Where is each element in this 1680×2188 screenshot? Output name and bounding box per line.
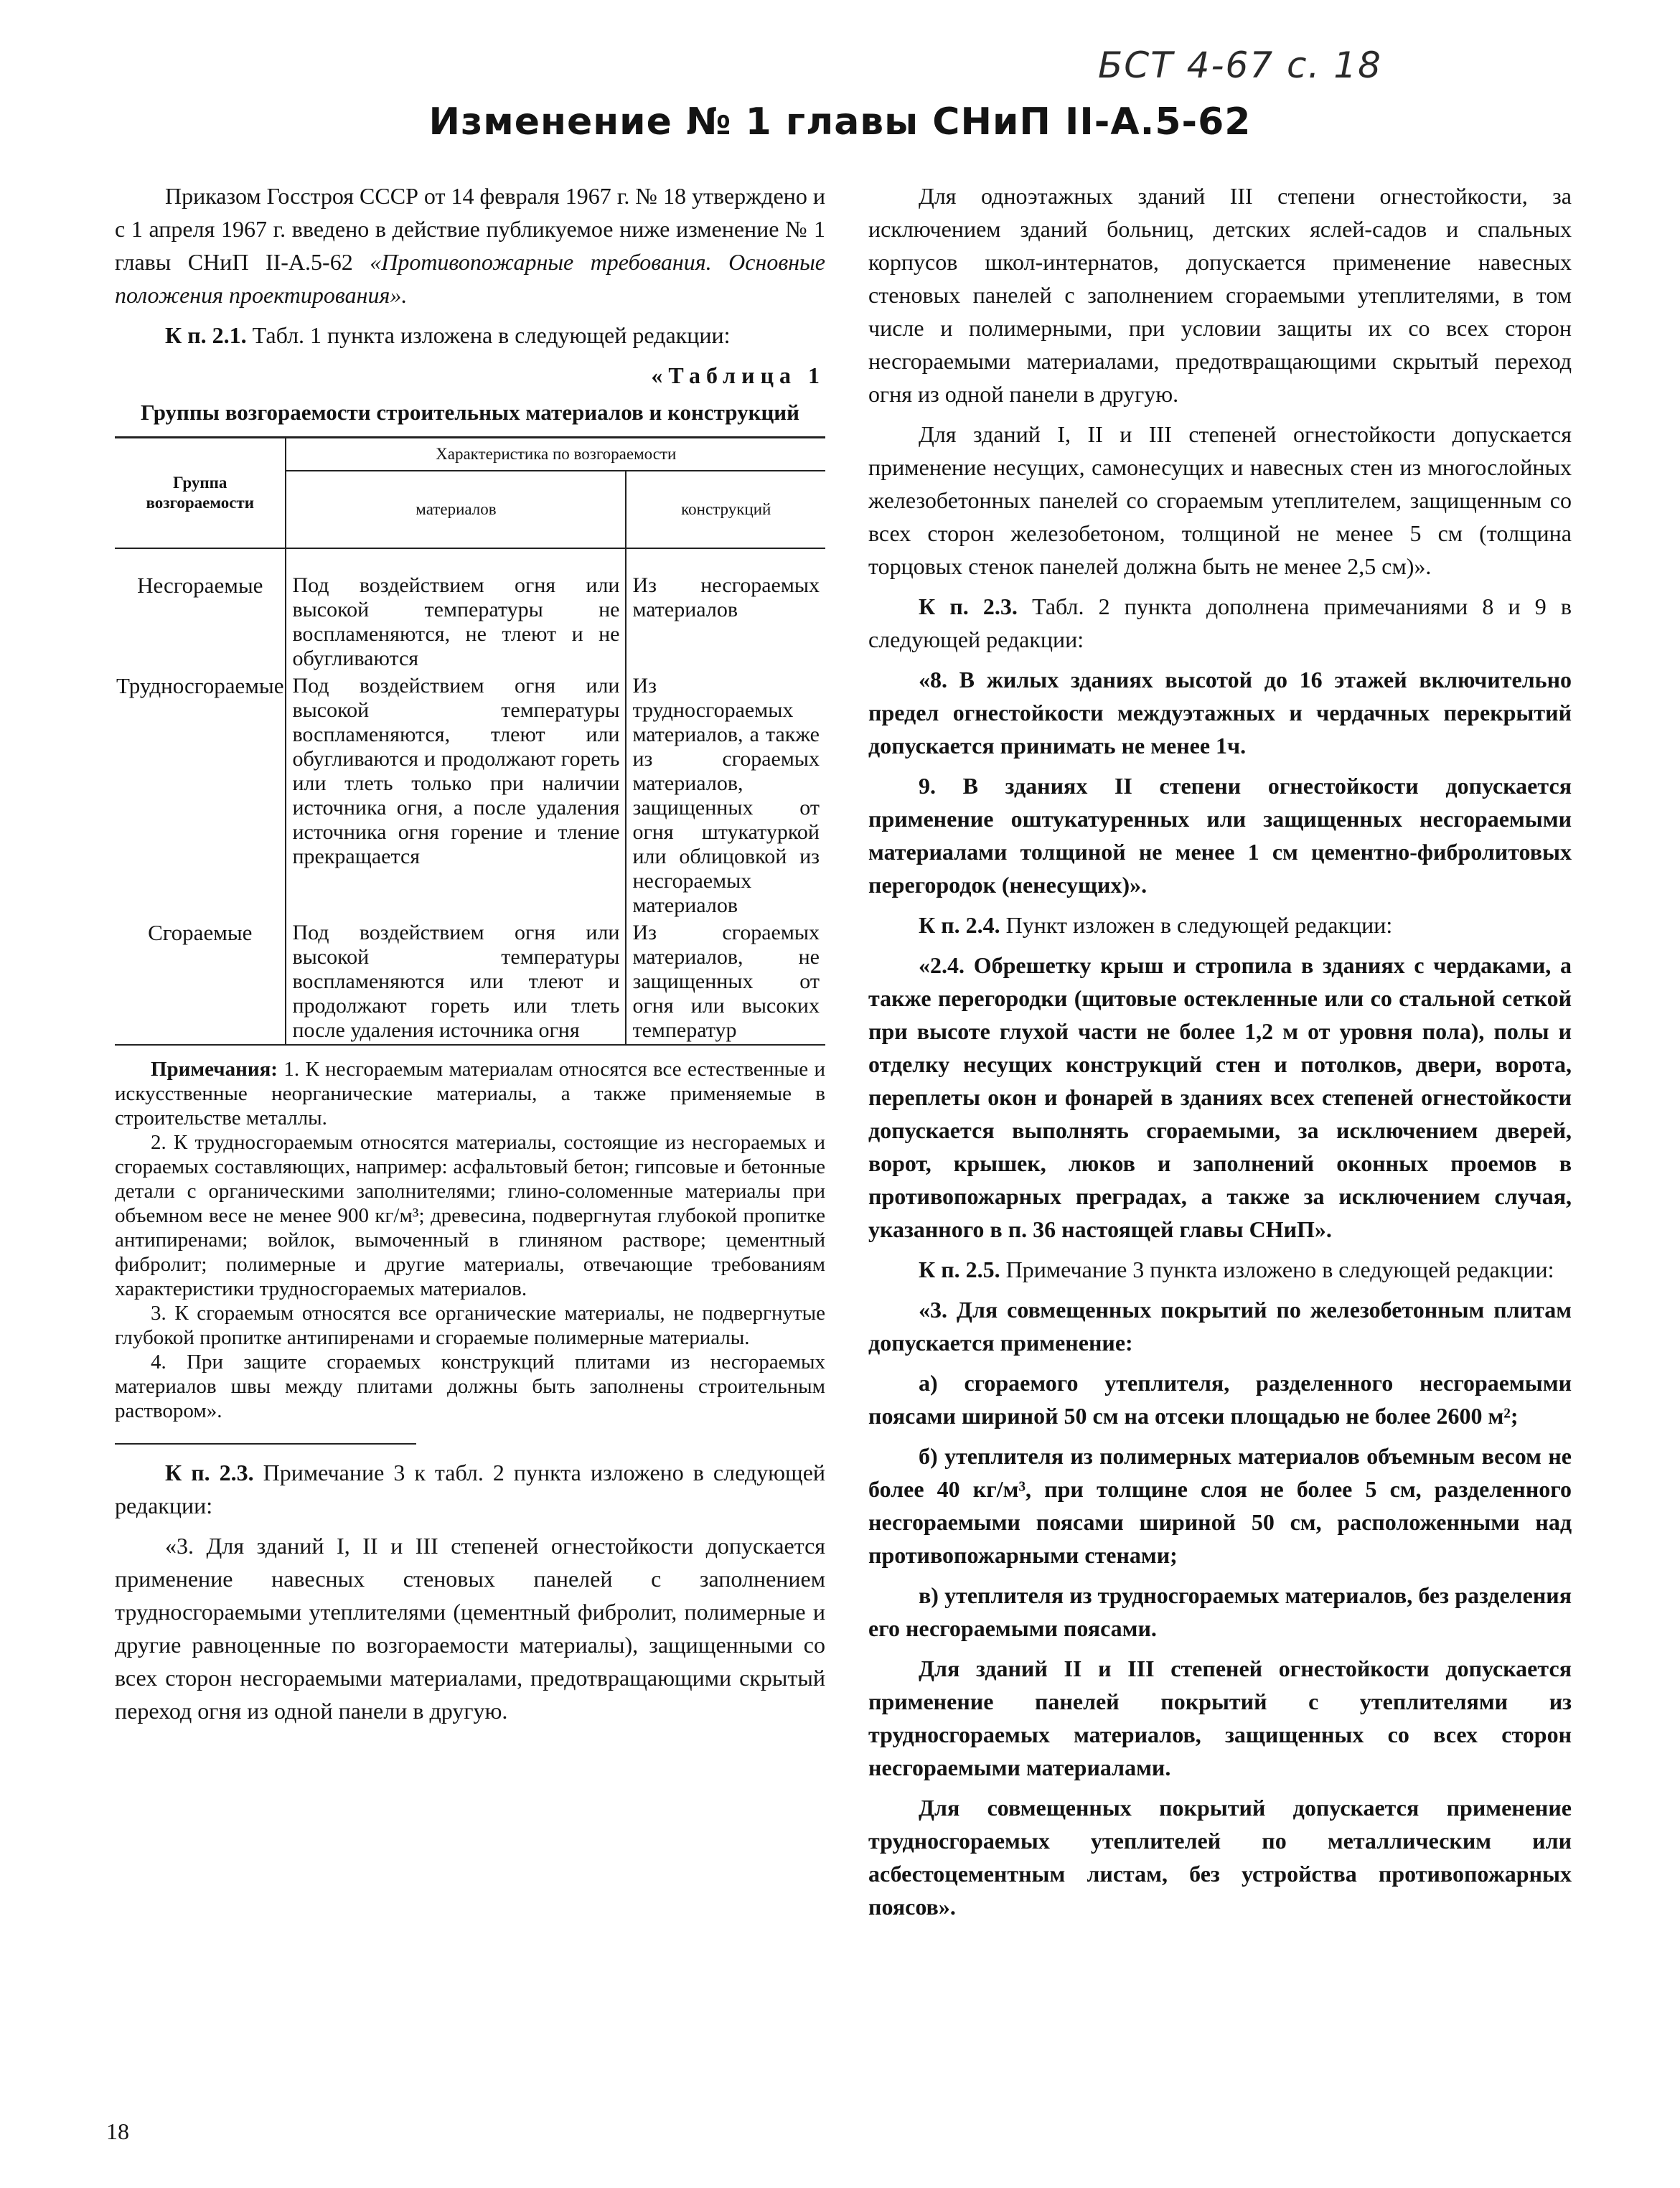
paragraph-single-storey: Для одноэтажных зданий III степени огнестойкости, за исключением зданий больниц, детских яслей-садов и спальных корпусов школ-интернатов, допускается применение навесных стеновых панелей с заполнением сгораемыми утеплителями, в том числе и полимерными, при условии защиты их со всех сторон несгораемыми материалами, предотвращающими скрытый переход огня из одной панели в другую. <box>868 183 1572 407</box>
clause-2-4 <box>868 908 1572 942</box>
note-1-text: 1. К несгораемым материалам относятся все естественные и искусственные неорганические материалы, а также применяемые в строительстве металлы. <box>115 1058 826 1130</box>
right-column <box>868 179 1572 1930</box>
clause-2-5-label: К п. 2.5. <box>919 1257 1000 1282</box>
header-constructions: конструкций <box>626 471 825 548</box>
table-row <box>115 919 825 1045</box>
note-3-combined-roofs: «3. Для совмещенных покрытий по железобетонным плитам допускается применение: <box>868 1297 1572 1356</box>
clause-2-1 <box>115 319 825 352</box>
clause-2-4-quote: «2.4. Обрешетку крыш и стропила в зданиях с чердаками, а также перегородки (щитовые остекленные или со стальной сеткой при высоте глухой части не более 1,2 м от уровня пола), полы и отделку несущих конструкций стен и потолков, двери, ворота, переплеты окон и фонарей в зданиях всех степеней огнестойкости допускается выполнять сгораемыми, за исключением дверей, ворот, крышек, люков и заполнений оконных проемов в противопожарных преградах, а также за исключением случая, указанного в п. 36 настоящей главы СНиП». <box>868 952 1572 1242</box>
note-1 <box>115 1057 825 1130</box>
note-3: 3. К сгораемым относятся все органические материалы, не подвергнутые глубокой пропитке антипиренами и сгораемые полимерные материалы. <box>115 1302 825 1349</box>
table-row <box>115 672 825 919</box>
group-cell: Несгораемые <box>137 573 263 598</box>
group-cell: Сгораемые <box>115 919 286 1045</box>
clause-2-3-quote: «3. Для зданий I, II и III степеней огнестойкости допускается применение навесных стеновых панелей с заполнением трудносгораемыми утеплителями (цементный фибролит, полимерные и другие равноценные по возгораемости материалы), защищенными со всех сторон несгораемыми материалами, предотвращающими скрытый переход огня из одной панели в другую. <box>115 1533 825 1724</box>
paragraph-combined-roofs: Для совмещенных покрытий допускается применение трудносгораемых утеплителей по металлическим или асбестоцементным листам, без устройства противопожарных поясов». <box>868 1795 1572 1920</box>
item-a: а) сгораемого утеплителя, разделенного несгораемыми поясами шириной 50 см на отсеки площадью не более 2600 м²; <box>868 1370 1572 1429</box>
clause-2-5 <box>868 1253 1572 1286</box>
separator-rule <box>115 1443 416 1445</box>
materials-cell: Под воздействием огня или высокой температуры воспламеняются, тлеют или обугливаются и продолжают гореть или тлеть только при наличии источника огня, а после удаления источника огня горение и тление прекращается <box>286 672 626 919</box>
clause-2-3-table2-label: К п. 2.3. <box>919 593 1018 619</box>
left-column <box>115 179 825 1734</box>
handwritten-note: БСТ 4-67 с. 18 <box>1098 44 1382 86</box>
note-8: «8. В жилых зданиях высотой до 16 этажей включительно предел огнестойкости междуэтажных и чердачных перекрытий допускается принимать не менее 1ч. <box>868 667 1572 759</box>
clause-2-3-table2-text: Табл. 2 пункта дополнена примечаниями 8 и 9 в следующей редакции: <box>868 593 1572 652</box>
table-row <box>115 548 825 672</box>
clause-2-1-text: Табл. 1 пункта изложена в следующей редакции: <box>252 322 731 348</box>
note-4: 4. При защите сгораемых конструкций плитами из несгораемых материалов швы между плитами должны быть заполнены строительным раствором». <box>115 1351 825 1422</box>
clause-2-4-label: К п. 2.4. <box>919 912 1000 938</box>
paragraph-roof-panels: Для зданий II и III степеней огнестойкости допускается применение панелей покрытий с утеплителями из трудносгораемых материалов, защищенных со всех сторон несгораемыми материалами. <box>868 1656 1572 1780</box>
constructions-cell: Из несгораемых материалов <box>626 548 825 672</box>
clause-2-3-label: К п. 2.3. <box>165 1460 254 1485</box>
intro-italic-title: «Противопожарные требования. Основные положения проектирования». <box>115 249 825 308</box>
table-number: «Таблица 1 <box>651 362 825 388</box>
paragraph-multilayer-panels: Для зданий I, II и III степеней огнестойкости допускается применение несущих, самонесущих и навесных стен из многослойных железобетонных панелей со сгораемым утеплителем, защищенным со всех сторон железобетоном, толщиной не менее 5 см (толщина торцовых стенок панелей должна быть не менее 2,5 см)». <box>868 421 1572 579</box>
item-b: б) утеплителя из полимерных материалов объемным весом не более 40 кг/м³, при толщине слоя не более 5 см, разделенного несгораемыми поясами шириной 50 см, расположенными над противопожарными стенами; <box>868 1443 1572 1568</box>
header-materials: материалов <box>286 471 626 548</box>
intro-text: Приказом Госстроя СССР от 14 февраля 1967 г. № 18 утверждено и с 1 апреля 1967 г. введено в действие публикуемое ниже изменение № 1 главы СНиП II-А.5-62 <box>115 183 825 275</box>
clause-2-1-label: К п. 2.1. <box>165 322 247 348</box>
item-c: в) утеплителя из трудносгораемых материалов, без разделения его несгораемыми поясами. <box>868 1582 1572 1641</box>
intro-paragraph <box>115 179 825 311</box>
constructions-cell: Из сгораемых материалов, не защищенных от огня или высоких температур <box>626 919 825 1045</box>
header-group: Группа возгораемости <box>115 438 286 549</box>
materials-cell: Под воздействием огня или высокой температуры не воспламеняются, не тлеют и не обугливаются <box>286 548 626 672</box>
clause-2-5-text: Примечание 3 пункта изложено в следующей редакции: <box>1005 1257 1554 1282</box>
clause-2-3-note <box>115 1456 825 1522</box>
notes-label: Примечания: <box>151 1058 278 1081</box>
note-9: 9. В зданиях II степени огнестойкости допускается применение оштукатуренных или защищенных несгораемыми материалами толщиной не менее 1 см цементно-фибролитовых перегородок (ненесущих)». <box>868 773 1572 898</box>
clause-2-3-text: Примечание 3 к табл. 2 пункта изложено в следующей редакции: <box>115 1460 826 1518</box>
materials-cell: Под воздействием огня или высокой температуры воспламеняются или тлеют и продолжают гореть или тлеть после удаления источника огня <box>286 919 626 1045</box>
constructions-cell: Из трудносгораемых материалов, а также из сгораемых материалов, защищенных от огня штукатуркой или облицовкой из несгораемых материалов <box>626 672 825 919</box>
document-title: Изменение № 1 главы СНиП II-А.5-62 <box>428 100 1252 144</box>
clause-2-4-text: Пункт изложен в следующей редакции: <box>1005 912 1393 938</box>
clause-2-3-table2 <box>868 590 1572 656</box>
page-number: 18 <box>106 2118 129 2144</box>
group-cell: Трудносгораемые <box>116 673 284 698</box>
table-notes <box>115 1057 825 1423</box>
table-title: Группы возгораемости строительных материалов и конструкций <box>140 400 800 425</box>
note-2: 2. К трудносгораемым относятся материалы, состоящие из несгораемых и сгораемых составляющих, например: асфальтовый бетон; гипсовые и бетонные детали с органическими заполнителями; глино-соломенные материалы при объемном весе не менее 900 кг/м³; древесина, подвергнутая глубокой пропитке антипиренами; войлок, вымоченный в глиняном растворе; цементный фибролит; полимерные и другие материалы, отвечающие требованиям характеристики трудносгораемых материалов. <box>115 1131 825 1300</box>
header-characteristic: Характеристика по возгораемости <box>286 438 825 471</box>
combustibility-table <box>115 436 825 1046</box>
